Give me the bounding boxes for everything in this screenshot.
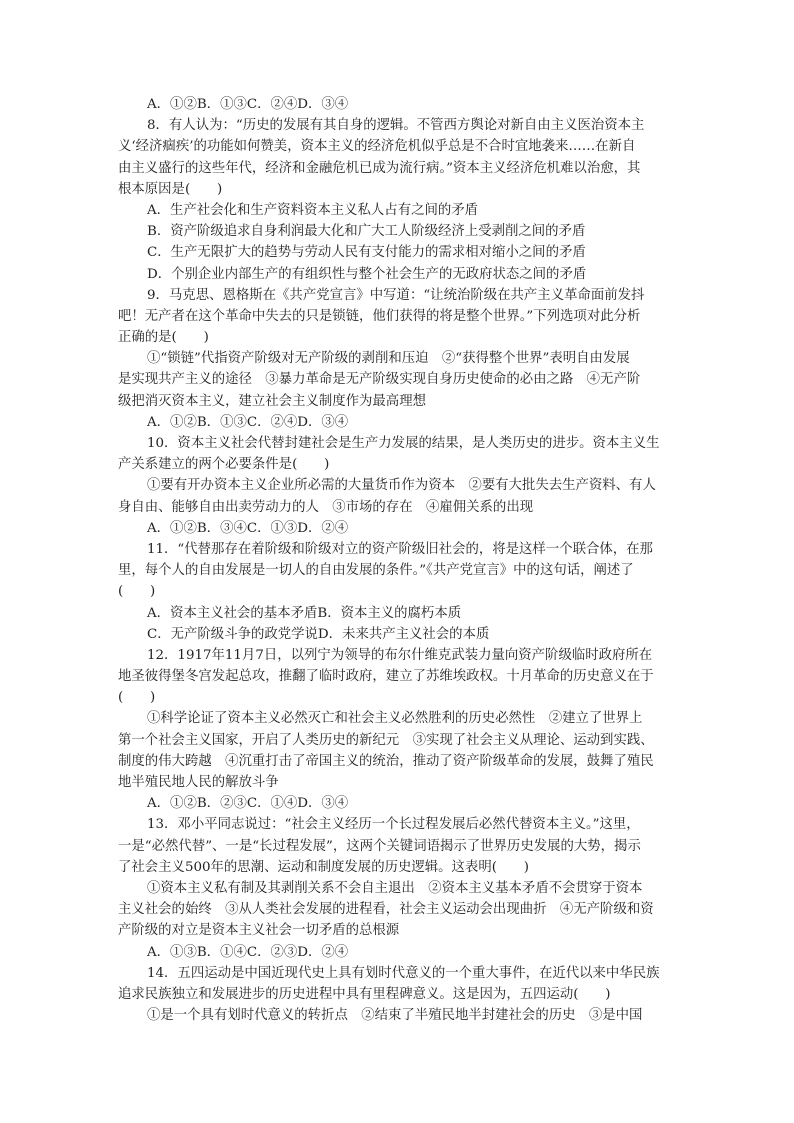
text-line: ①“锁链”代指资产阶级对无产阶级的剥削和压迫 ②“获得整个世界”表明自由发展 bbox=[147, 351, 630, 367]
text-line: D．个别企业内部生产的有组织性与整个社会生产的无政府状态之间的矛盾 bbox=[147, 266, 587, 282]
text-line: A．①②B．①③C．②④D．③④ bbox=[147, 97, 349, 112]
text-line: 制度的伟大跨越 ④沉重打击了帝国主义的统治，推动了资产阶级革命的发展，鼓舞了殖民 bbox=[118, 753, 654, 769]
text-line: ①科学论证了资本主义必然灭亡和社会主义必然胜利的历史必然性 ②建立了世界上 bbox=[147, 711, 643, 727]
text-line: 追求民族独立和发展进步的历史进程中具有里程碑意义。这是因为，五四运动( ) bbox=[118, 986, 611, 1002]
text-line: 身自由、能够自由出卖劳动力的人 ③市场的存在 ④雇佣关系的出现 bbox=[118, 499, 534, 515]
text-line: 是实现共产主义的途径 ③暴力革命是无产阶级实现自身历史使命的必由之路 ④无产阶 bbox=[118, 372, 641, 388]
text-line: ①是一个具有划时代意义的转折点 ②结束了半殖民地半封建社会的历史 ③是中国 bbox=[147, 1008, 643, 1024]
text-line: 13．邓小平同志说过：“社会主义经历一个长过程发展后必然代替资本主义。”这里， bbox=[147, 817, 640, 833]
text-line: 12．1917年11月7日，以列宁为领导的布尔什维克武装力量向资产阶级临时政府所在 bbox=[147, 647, 653, 663]
text-line: B．资产阶级追求自身利润最大化和广大工人阶级经济上受剥削之间的矛盾 bbox=[147, 224, 586, 240]
text-line: A．①②B．①③C．②④D．③④ bbox=[147, 414, 349, 430]
document-page bbox=[118, 94, 678, 1026]
text-line: ①要有开办资本主义企业所必需的大量货币作为资本 ②要有大批失去生产资料、有人 bbox=[147, 478, 656, 494]
text-line: 10．资本主义社会代替封建社会是生产力发展的结果，是人类历史的进步。资本主义生 bbox=[147, 436, 660, 451]
text-line: 级把消灭资本主义，建立社会主义制度作为最高理想 bbox=[118, 393, 426, 409]
text-line: 第一个社会主义国家，开启了人类历史的新纪元 ③实现了社会主义从理论、运动到实践、 bbox=[118, 732, 654, 748]
text-line: 9．马克思、恩格斯在《共产党宣言》中写道：“让统治阶级在共产主义革命面前发抖 bbox=[147, 287, 645, 303]
text-line: 产阶级的对立是资本主义社会一切矛盾的总根源 bbox=[118, 923, 400, 939]
text-line: 地半殖民地人民的解放斗争 bbox=[118, 775, 279, 790]
text-line: 吧！无产者在这个革命中失去的只是锁链，他们获得的将是整个世界。”下列选项对此分析 bbox=[118, 308, 641, 324]
text-line: A．①②B．②③C．①④D．③④ bbox=[147, 796, 349, 812]
text-line: 11．“代替那存在着阶级和阶级对立的资产阶级旧社会的，将是这样一个联合体，在那 bbox=[147, 541, 653, 557]
text-line: 里，每个人的自由发展是一切人的自由发展的条件。”《共产党宣言》中的这句话，阐述了 bbox=[118, 563, 634, 579]
text-line: 根本原因是( ) bbox=[118, 181, 223, 197]
text-line: A．生产社会化和生产资料资本主义私人占有之间的矛盾 bbox=[147, 202, 479, 218]
text-line: 地圣彼得堡冬宫发起总攻，推翻了临时政府，建立了苏维埃政权。十月革命的历史意义在于 bbox=[118, 669, 654, 685]
text-line: C．生产无限扩大的趋势与劳动人民有支付能力的需求相对缩小之间的矛盾 bbox=[147, 245, 586, 261]
text-line: ( ) bbox=[118, 584, 156, 600]
text-line: 一是“必然代替”、一是“长过程发展”，这两个关键词语揭示了世界历史发展的大势，揭示 bbox=[118, 838, 641, 854]
text-line: 正确的是( ) bbox=[118, 330, 209, 346]
text-line: A．①③B．①④C．②③D．②④ bbox=[147, 944, 349, 960]
text-line: 主义社会的始终 ③从人类社会发展的进程看，社会主义运动会出现曲折 ④无产阶级和资 bbox=[118, 902, 654, 918]
text-line: 由主义盛行的这些年代，经济和金融危机已成为流行病。”资本主义经济危机难以治愈，其 bbox=[118, 160, 641, 176]
text-line: 8．有人认为：“历史的发展有其自身的逻辑。不管西方舆论对新自由主义医治资本主 bbox=[147, 118, 645, 134]
text-line: C．无产阶级斗争的政党学说D．未来共产主义社会的本质 bbox=[147, 626, 490, 642]
text-line: ①资本主义私有制及其剥削关系不会自主退出 ②资本主义基本矛盾不会贯穿于资本 bbox=[147, 880, 643, 896]
text-line: 14．五四运动是中国近现代史上具有划时代意义的一个重大事件，在近代以来中华民族 bbox=[147, 965, 660, 981]
text-line: A．资本主义社会的基本矛盾B．资本主义的腐朽本质 bbox=[147, 605, 462, 621]
text-line: A．①②B．③④C．①③D．②④ bbox=[147, 520, 349, 536]
text-line: 了社会主义500年的思潮、运动和制度发展的历史逻辑。这表明( ) bbox=[118, 859, 529, 875]
text-line: 义‘经济痼疾’的功能如何赞美，资本主义的经济危机似乎总是不合时宜地袭来……在新自 bbox=[118, 139, 636, 155]
text-line: 产关系建立的两个必要条件是( ) bbox=[118, 457, 330, 473]
text-line: ( ) bbox=[118, 690, 156, 706]
